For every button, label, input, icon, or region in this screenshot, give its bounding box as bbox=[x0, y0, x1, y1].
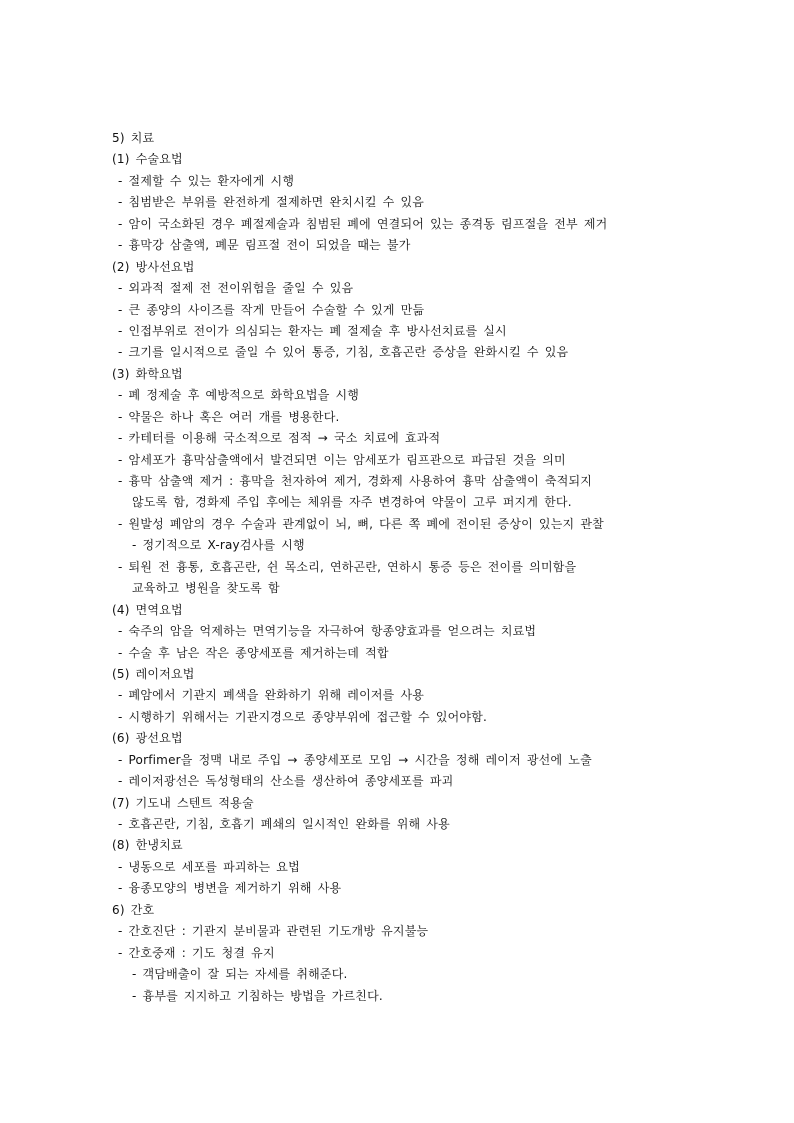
list-item: - 암이 국소화된 경우 폐절제술과 침범된 폐에 연결되어 있는 종격동 림프절을 전부 제거 bbox=[118, 216, 608, 231]
list-item: - 융종모양의 병변을 제거하기 위해 사용 bbox=[118, 881, 342, 896]
list-item: - Porfimer을 정맥 내로 주입 → 종양세포로 모임 → 시간을 정해 레이저 광선에 노출 bbox=[118, 752, 592, 767]
list-item: - 인접부위로 전이가 의심되는 환자는 폐 절제술 후 방사선치료를 실시 bbox=[118, 323, 507, 338]
section-heading: (5) 레이저요법 bbox=[112, 666, 195, 681]
section-heading: 5) 치료 bbox=[112, 131, 155, 145]
section-heading: (7) 기도내 스텐트 적용술 bbox=[112, 795, 254, 810]
list-item: - 폐암에서 기관지 폐색을 완화하기 위해 레이저를 사용 bbox=[118, 688, 425, 703]
list-item: 않도록 함, 경화제 주입 후에는 체위를 자주 변경하여 약물이 고루 퍼지게 한다. bbox=[132, 495, 572, 510]
section-heading: (6) 광선요법 bbox=[112, 731, 183, 746]
section-heading: 6) 간호 bbox=[112, 902, 155, 917]
list-item: - 약물은 하나 혹은 여러 개를 병용한다. bbox=[118, 409, 340, 424]
list-item: - 외과적 절제 전 전이위험을 줄일 수 있음 bbox=[118, 281, 354, 296]
section-heading: (3) 화학요법 bbox=[112, 366, 183, 381]
list-item: - 절제할 수 있는 환자에게 시행 bbox=[118, 173, 295, 188]
list-item: - 암세포가 흉막삼출액에서 발견되면 이는 암세포가 림프관으로 파급된 것을 의미 bbox=[118, 452, 566, 467]
list-item: - 숙주의 암을 억제하는 면역기능을 자극하여 항종양효과를 얻으려는 치료법 bbox=[118, 624, 537, 639]
list-item: - 퇴원 전 흉통, 호흡곤란, 쉰 목소리, 연하곤란, 연하시 통증 등은 전이를 의미함을 bbox=[118, 559, 577, 574]
list-item: - 침범받은 부위를 완전하게 절제하면 완치시킬 수 있음 bbox=[118, 195, 425, 210]
document-body bbox=[112, 128, 772, 1007]
list-item: - 시행하기 위해서는 기관지경으로 종양부위에 접근할 수 있어야함. bbox=[118, 709, 488, 724]
list-item: - 흉부를 지지하고 기침하는 방법을 가르친다. bbox=[132, 988, 383, 1003]
section-heading: (1) 수술요법 bbox=[112, 152, 183, 167]
list-item: - 흉막강 삼출액, 폐문 림프절 전이 되었을 때는 불가 bbox=[118, 238, 411, 253]
list-item: - 간호중재 : 기도 청결 유지 bbox=[118, 945, 275, 960]
list-item: - 정기적으로 X-ray검사를 시행 bbox=[132, 538, 305, 553]
list-item: - 간호진단 : 기관지 분비물과 관련된 기도개방 유지불능 bbox=[118, 924, 429, 939]
section-heading: (8) 한냉치료 bbox=[112, 838, 183, 853]
list-item: - 카테터를 이용해 국소적으로 점적 → 국소 치료에 효과적 bbox=[118, 431, 441, 446]
list-item: - 레이저광선은 독성형태의 산소를 생산하여 종양세포를 파괴 bbox=[118, 774, 454, 789]
list-item: 교육하고 병원을 찾도록 함 bbox=[132, 581, 280, 596]
list-item: - 흉막 삼출액 제거 : 흉막을 천자하여 제거, 경화제 사용하여 흉막 삼출액이 축적되지 bbox=[118, 474, 593, 488]
list-item: - 수술 후 남은 작은 종양세포를 제거하는데 적합 bbox=[118, 645, 389, 660]
list-item: - 폐 정제술 후 예방적으로 화학요법을 시행 bbox=[118, 388, 360, 403]
list-item: - 냉동으로 세포를 파괴하는 요법 bbox=[118, 859, 300, 874]
list-item: - 크기를 일시적으로 줄일 수 있어 통증, 기침, 호흡곤란 증상을 완화시킬 수 있음 bbox=[118, 345, 569, 360]
list-item: - 호흡곤란, 기침, 호흡기 폐쇄의 일시적인 완화를 위해 사용 bbox=[118, 817, 450, 831]
section-heading: (4) 면역요법 bbox=[112, 602, 183, 617]
list-item: - 원발성 폐암의 경우 수술과 관계없이 뇌, 뼈, 다른 쪽 폐에 전이된 증상이 있는지 관찰 bbox=[118, 516, 604, 531]
list-item: - 큰 종양의 사이즈를 작게 만들어 수술할 수 있게 만듦 bbox=[118, 302, 425, 317]
list-item: - 객담배출이 잘 되는 자세를 취해준다. bbox=[132, 967, 348, 982]
section-heading: (2) 방사선요법 bbox=[112, 259, 195, 274]
